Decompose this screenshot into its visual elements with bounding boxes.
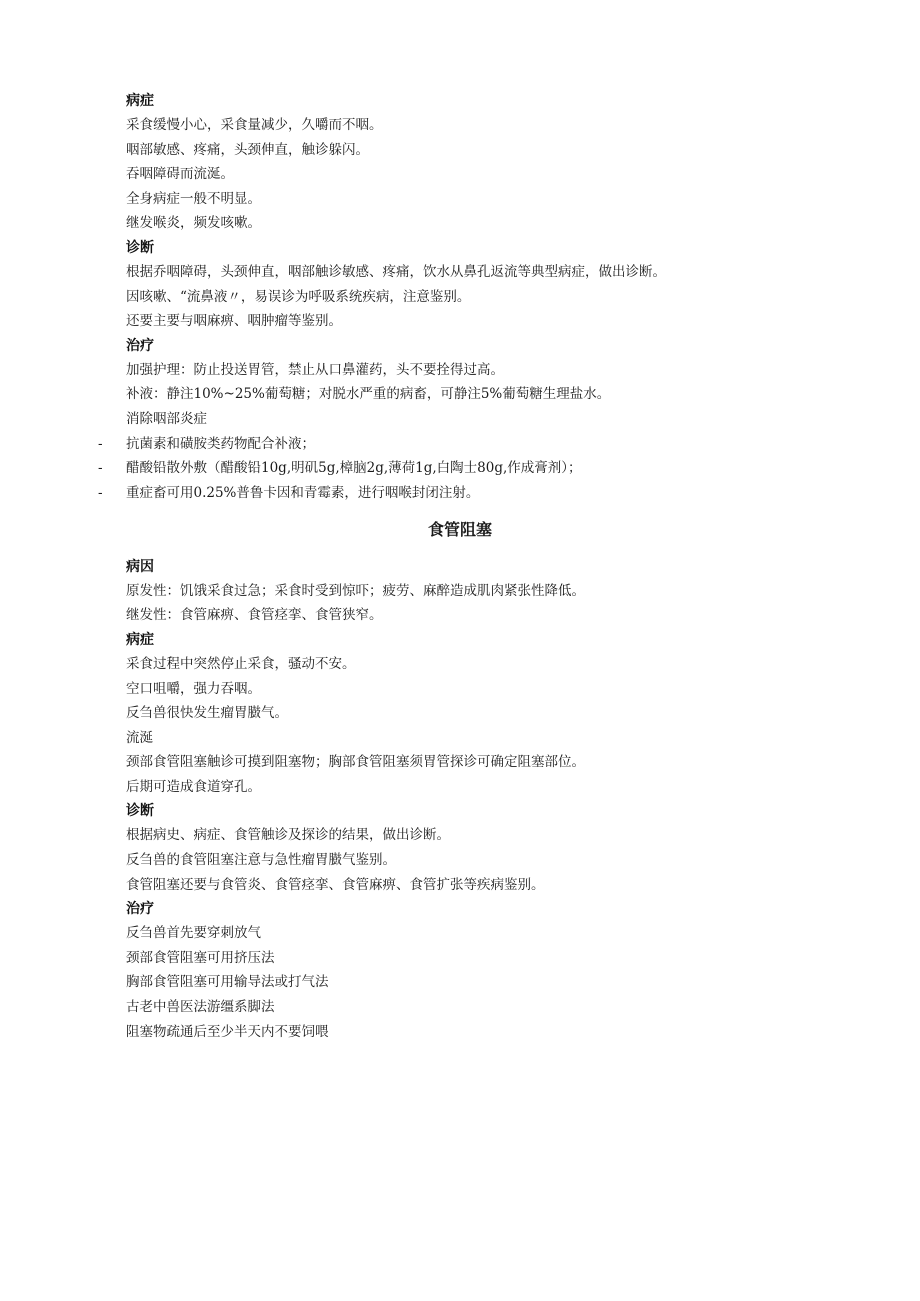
text-line: 反刍兽很快发生瘤胃臌气。 (126, 705, 288, 722)
text-line: 补液：静注10%~25%葡萄糖；对脱水严重的病畜，可静注5%葡萄糖生理盐水。 (126, 386, 611, 403)
text-line: 吞咽障碍而流涎。 (126, 166, 234, 183)
heading-treatment: 治疗 (126, 901, 154, 918)
text-line: 胸部食管阻塞可用输导法或打气法 (126, 974, 329, 991)
text-line: 反刍兽首先要穿刺放气 (126, 925, 261, 942)
text-line: 颈部食管阻塞可用挤压法 (126, 949, 275, 966)
text-line: 还要主要与咽麻痹、咽肿瘤等鉴别。 (126, 313, 342, 330)
text-line: 流涎 (126, 729, 153, 746)
heading-treatment: 治疗 (126, 337, 154, 354)
bullet-dash: - (98, 484, 103, 501)
heading-diagnosis: 诊断 (126, 803, 154, 820)
list-item (98, 484, 766, 502)
bullet-dash: - (98, 435, 103, 452)
text-line: 根据病史、病症、食管触诊及探诊的结果，做出诊断。 (126, 827, 450, 844)
text-line: 采食过程中突然停止采食，骚动不安。 (126, 655, 356, 672)
list-item (98, 435, 766, 453)
list-item-text: 重症畜可用0.25%普鲁卡因和青霉素，进行咽喉封闭注射。 (126, 484, 480, 501)
text-line: 原发性：饥饿采食过急；采食时受到惊吓；疲劳、麻醉造成肌肉紧张性降低。 (126, 582, 585, 599)
list-item-text: 抗菌素和磺胺类药物配合补液； (126, 435, 315, 452)
text-line: 古老中兽医法游缰系脚法 (126, 999, 275, 1016)
heading-cause: 病因 (126, 558, 154, 575)
text-line: 食管阻塞还要与食管炎、食管痉挛、食管麻痹、食管扩张等疾病鉴别。 (126, 876, 545, 893)
text-line: 全身病症一般不明显。 (126, 190, 261, 207)
text-line: 咽部敏感、疼痛，头颈伸直，触诊躲闪。 (126, 141, 369, 158)
section-title: 食管阻塞 (427, 519, 492, 539)
text-line: 因咳嗽、“流鼻液〃，易误诊为呼吸系统疾病，注意鉴别。 (126, 288, 471, 305)
text-line: 继发性：食管麻痹、食管痉挛、食管狭窄。 (126, 607, 383, 624)
heading-symptoms: 病症 (126, 93, 154, 109)
text-line: 颈部食管阻塞触诊可摸到阻塞物；胸部食管阻塞须胃管探诊可确定阻塞部位。 (126, 754, 585, 771)
text-line: 消除咽部炎症 (126, 410, 207, 427)
text-line: 后期可造成食道穿孔。 (126, 778, 261, 795)
text-line: 加强护理：防止投送胃管，禁止从口鼻灌药，头不要拴得过高。 (126, 361, 504, 378)
text-line: 阻塞物疏通后至少半天内不要饲喂 (126, 1023, 329, 1040)
text-line: 继发喉炎，频发咳嗽。 (126, 215, 261, 232)
bullet-dash: - (98, 460, 103, 477)
heading-symptoms: 病症 (126, 631, 154, 648)
text-line: 反刍兽的食管阻塞注意与急性瘤胃臌气鉴别。 (126, 852, 396, 869)
list-item-text: 醋酸铅散外敷（醋酸铅10g,明矶5g,樟脑2g,薄荷1g,白陶士80g,作成膏剂）； (126, 460, 582, 477)
document-body (98, 92, 766, 1047)
text-line: 采食缓慢小心，采食量减少，久嚼而不咽。 (126, 117, 383, 133)
heading-diagnosis: 诊断 (126, 239, 154, 256)
text-line: 根据乔咽障碍，头颈伸直，咽部触诊敏感、疼痛，饮水从鼻孔返流等典型病症，做出诊断。 (126, 263, 666, 280)
text-line: 空口咀嚼，强力吞咽。 (126, 680, 261, 697)
list-item (98, 459, 766, 477)
